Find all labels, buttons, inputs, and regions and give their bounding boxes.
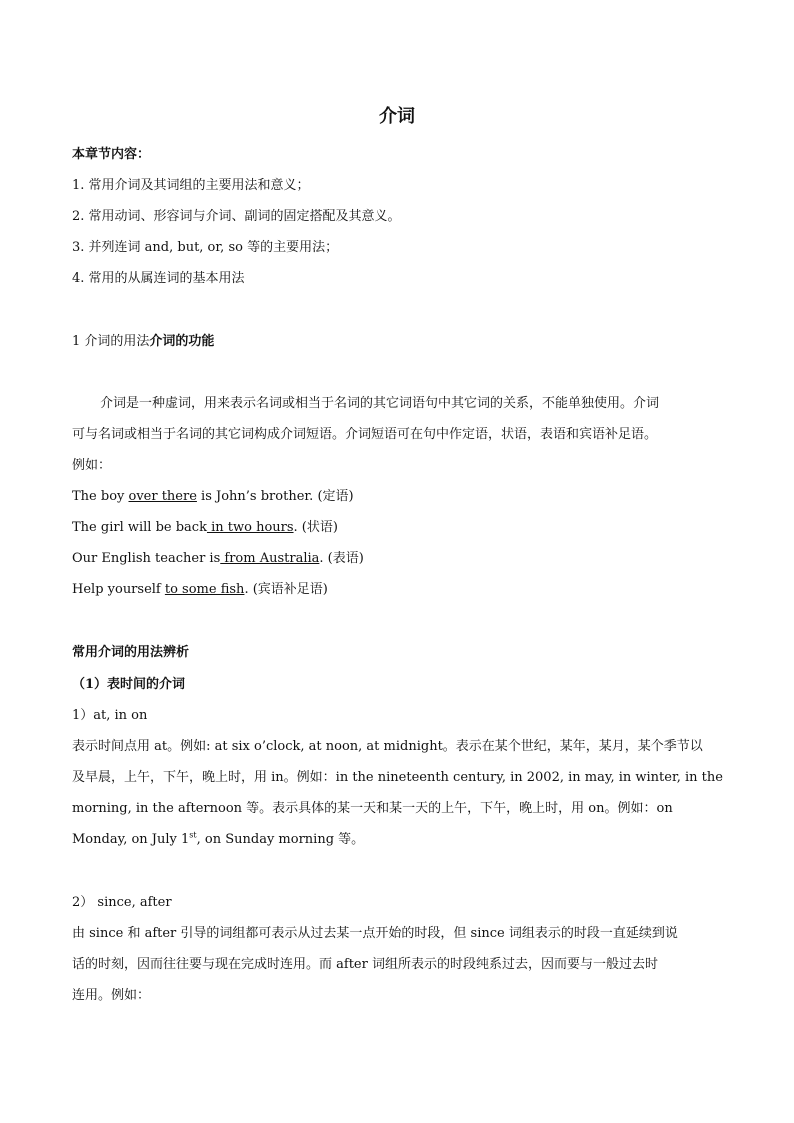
- example-text: . (状语): [293, 520, 338, 535]
- example-underlined-phrase: in two hours: [206, 520, 294, 535]
- example-sentence-4: [72, 582, 328, 598]
- example-underlined-phrase: to some fish: [164, 582, 245, 597]
- example-text: . (表语): [319, 551, 364, 566]
- contents-item-3: 3. 并列连词 and, but, or, so 等的主要用法；: [72, 240, 339, 255]
- example-underlined-phrase: over there: [128, 489, 197, 504]
- function-heading: [72, 334, 214, 350]
- contents-item-2: 2. 常用动词、形容词与介词、副词的固定搭配及其意义。: [72, 209, 401, 224]
- subsection-2-line-3: 连用。例如：: [72, 988, 151, 1003]
- subsection-1-line-4-text: , on Sunday morning 等。: [196, 832, 365, 847]
- subsection-1-line-3: morning, in the afternoon 等。表示具体的某一天和某一天的上午，下午，晚上时，用 on。例如：on: [72, 801, 673, 816]
- example-underlined-phrase: from Australia: [220, 551, 320, 566]
- function-heading-bold: 介词的功能: [149, 334, 215, 349]
- contents-item-4: 4. 常用的从属连词的基本用法: [72, 271, 245, 286]
- subsection-1-heading: 1）at, in on: [72, 708, 148, 723]
- function-paragraph-line-1: 介词是一种虚词，用来表示名词或相当于名词的其它词语句中其它词的关系，不能单独使用。介词: [100, 396, 660, 411]
- section-heading: 本章节内容：: [72, 147, 151, 162]
- example-sentence-3: [72, 551, 364, 567]
- example-text: Our English teacher is: [72, 551, 221, 566]
- function-heading-plain: 1 介词的用法: [72, 334, 150, 349]
- example-text: The girl will be back: [72, 520, 207, 535]
- ordinal-suffix: st: [189, 830, 197, 840]
- example-text: Help yourself: [72, 582, 165, 597]
- time-prepositions-heading: （1）表时间的介词: [72, 677, 186, 692]
- subsection-2-line-1: 由 since 和 after 引导的词组都可表示从过去某一点开始的时段，但 since 词组表示的时段一直延续到说: [72, 926, 678, 941]
- example-sentence-1: [72, 489, 354, 505]
- analysis-heading: 常用介词的用法辨析: [72, 645, 190, 660]
- subsection-2-heading: 2） since, after: [72, 895, 172, 910]
- page-title: 介词: [379, 106, 415, 127]
- subsection-1-line-4: [72, 832, 364, 848]
- subsection-2-line-2: 话的时刻，因而往往要与现在完成时连用。而 after 词组所表示的时段纯系过去，因而要与一般过去时: [72, 957, 658, 972]
- subsection-1-line-4-text: Monday, on July 1: [72, 832, 190, 847]
- example-text: . (宾语补足语): [244, 582, 328, 597]
- example-text: is John’s brother. (定语): [196, 489, 354, 504]
- example-sentence-2: [72, 520, 338, 536]
- function-paragraph-line-3: 例如：: [72, 458, 112, 473]
- contents-item-1: 1. 常用介词及其词组的主要用法和意义；: [72, 178, 310, 193]
- subsection-1-line-1: 表示时间点用 at。例如: at six o’clock, at noon, at midnight。表示在某个世纪，某年，某月，某个季节以: [72, 739, 703, 754]
- subsection-1-line-2: 及早晨，上午，下午，晚上时，用 in。例如：in the nineteenth century, in 2002, in may, in winter, in the: [72, 770, 723, 785]
- example-text: The boy: [72, 489, 129, 504]
- function-paragraph-line-2: 可与名词或相当于名词的其它词构成介词短语。介词短语可在句中作定语，状语，表语和宾语补足语。: [72, 427, 658, 442]
